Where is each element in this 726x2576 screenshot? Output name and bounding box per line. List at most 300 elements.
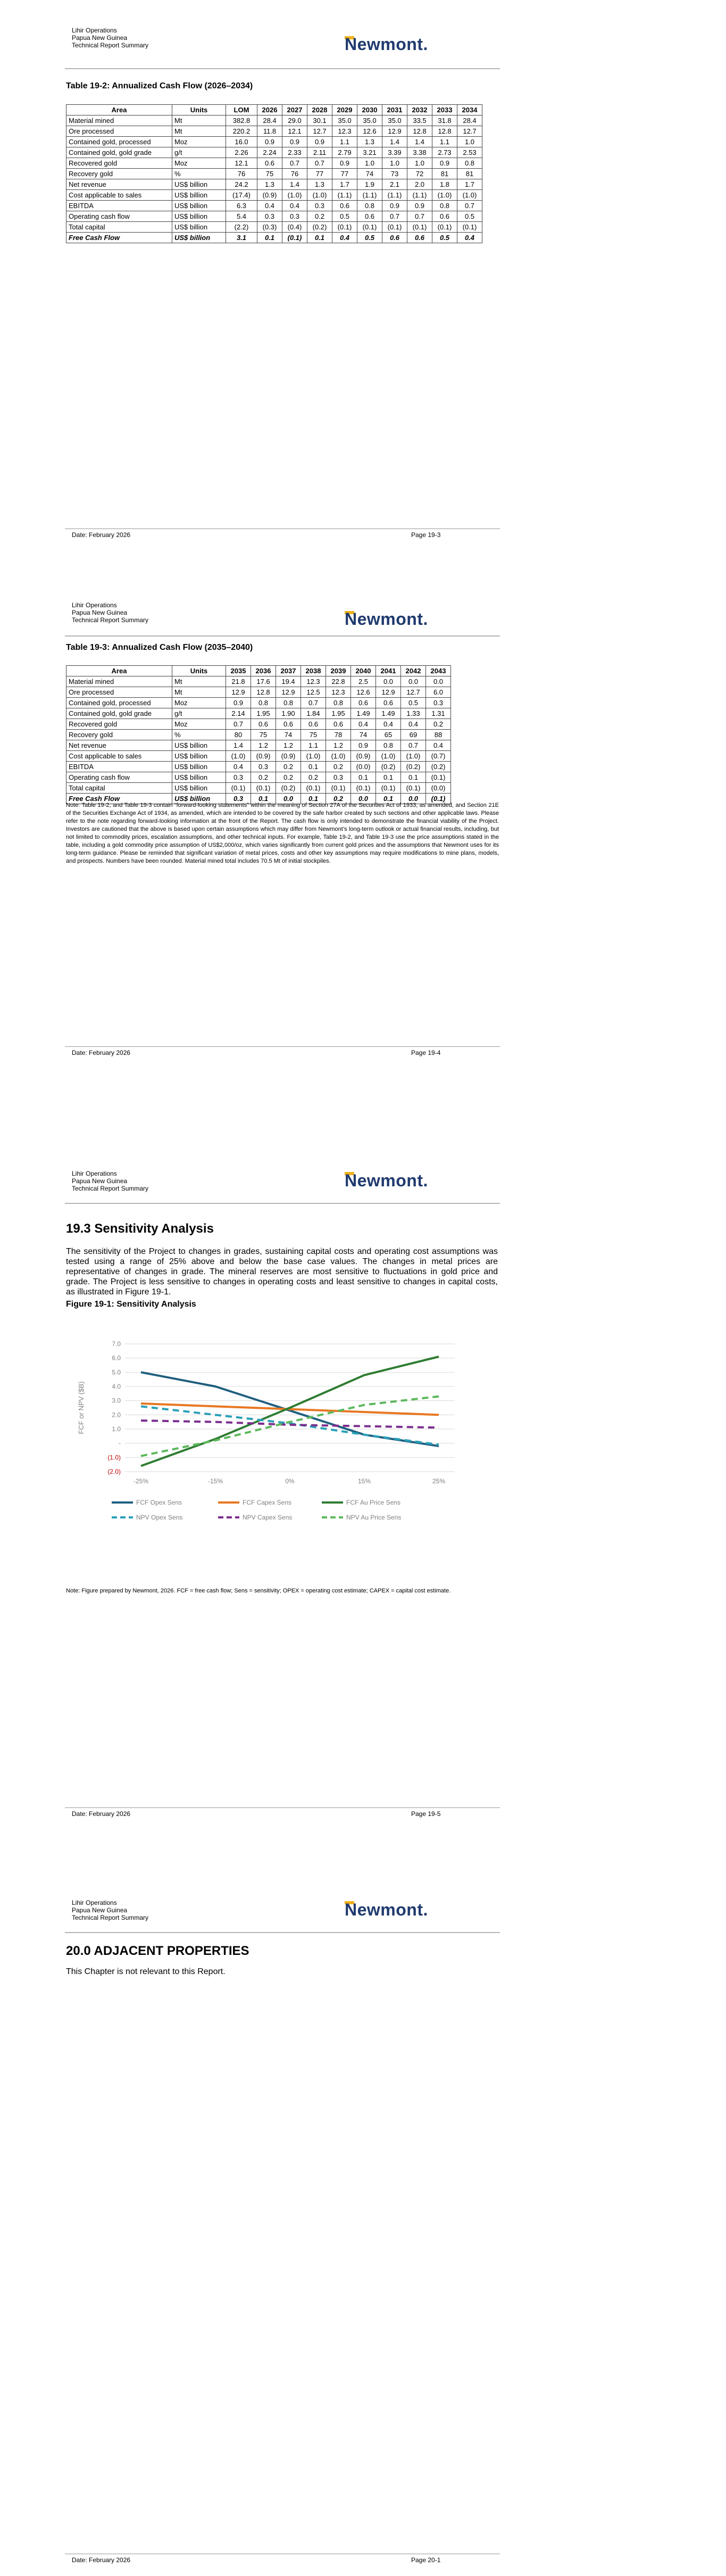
table-cell: 12.9 (226, 687, 251, 698)
table-cell: (1.0) (457, 190, 482, 201)
table-cell: Net revenue (66, 179, 172, 190)
table-cell: 2.0 (407, 179, 432, 190)
table-cell: 12.8 (407, 126, 432, 137)
column-header: 2036 (251, 666, 276, 676)
table-cell: 0.2 (301, 772, 326, 783)
table-cell: 0.7 (307, 158, 332, 169)
table-cell: (0.1) (426, 794, 451, 804)
table-row (66, 783, 451, 794)
table-cell: (0.4) (282, 222, 307, 233)
newmont-logo: Newmont. (345, 1171, 428, 1190)
table-cell: 12.8 (432, 126, 457, 137)
table-cell: 0.6 (257, 158, 282, 169)
column-header: 2040 (351, 666, 376, 676)
x-tick-label: 0% (285, 1477, 295, 1485)
forward-looking-note: Note: Table 19-2, and Table 19-3 contain “forward-looking statements” within the meaning of Section 27A of the Securities Act of 1933, as amended, and Section 21E of the Securities Exchange Act of 1934, as amended, which are intended to be covered by the safe harbor created by such sections and other applicable laws. Please refer to the note regarding forward-looking information at the front of the Report. The cash flow is only intended to demonstrate the financial viability of the Project. Investors are cautioned that the above is based upon certain assumptions which may differ from Newmont’s long-term outlook or actual financial results, including, but not limited to commodity prices, escalation assumptions, and other technical inputs. For example, Table 19-2, and Table 19-3 use the price assumptions stated in the table, including a gold commodity price assumption of US$2,000/oz, which varies significantly from current gold prices and the assumptions that Newmont uses for its long-term guidance. Please be reminded that significant variation of metal prices, costs and other key assumptions may require modifications to mine plans, models, and prospects. Numbers have been rounded. Material mined total includes 70.5 Mt of initial stockpiles. (66, 802, 499, 864)
table-cell: 0.6 (251, 719, 276, 730)
header-line3: Technical Report Summary (72, 42, 149, 49)
table-cell: (1.1) (382, 190, 407, 201)
page-20-1 (0, 1879, 726, 2576)
table-cell: 1.1 (301, 740, 326, 751)
table-cell: 0.7 (282, 158, 307, 169)
table-cell: Mt (172, 126, 226, 137)
table-cell: 0.4 (376, 719, 401, 730)
table-cell: 0.4 (351, 719, 376, 730)
table-cell: (0.2) (276, 783, 301, 794)
table-cell: 31.8 (432, 115, 457, 126)
table-cell: 0.9 (257, 137, 282, 147)
y-tick-label: 7.0 (112, 1340, 121, 1348)
table-cell: (0.1) (251, 783, 276, 794)
table-cell: 30.1 (307, 115, 332, 126)
table-cell: 0.5 (457, 211, 482, 222)
table-cell: US$ billion (172, 762, 226, 772)
y-tick-label: 4.0 (112, 1383, 121, 1390)
table-cell: 1.7 (332, 179, 357, 190)
table-cell: Contained gold, gold grade (66, 147, 172, 158)
header-rule (65, 68, 500, 69)
table-cell: 0.7 (457, 201, 482, 211)
table-cell: 0.0 (376, 676, 401, 687)
column-header: 2033 (432, 105, 457, 115)
table-cell: 0.4 (426, 740, 451, 751)
footer-date: Date: February 2026 (72, 2556, 131, 2564)
table-cell: (0.3) (257, 222, 282, 233)
table-cell: 75 (301, 730, 326, 740)
table-cell: 0.5 (332, 211, 357, 222)
table-cell: 0.2 (276, 772, 301, 783)
table-cell: 0.2 (251, 772, 276, 783)
figure-note: Note: Figure prepared by Newmont, 2026. FCF = free cash flow; Sens = sensitivity; OPEX = operating cost estimate; CAPEX = capital cost estimate. (66, 1588, 451, 1594)
table-cell: Recovery gold (66, 730, 172, 740)
newmont-logo: Newmont. (345, 1900, 428, 1919)
section-paragraph: The sensitivity of the Project to changes in grades, sustaining capital costs and operating cost assumptions was tested using a range of 25% above and below the base case values. The changes in metal prices are representative of changes in grade. The mineral reserves are most sensitive to fluctuations in gold price and grade. The Project is less sensitive to changes in operating costs and least sensitive to changes in capital costs, as illustrated in Figure 19-1. (66, 1247, 498, 1297)
table-cell: Moz (172, 158, 226, 169)
table-cell: 88 (426, 730, 451, 740)
table-cell: US$ billion (172, 211, 226, 222)
table-cell: (1.0) (301, 751, 326, 762)
table-cell: Contained gold, gold grade (66, 708, 172, 719)
table-cell: (0.0) (426, 783, 451, 794)
table-cell: Mt (172, 687, 226, 698)
table-cell: 0.5 (432, 233, 457, 243)
column-header: 2029 (332, 105, 357, 115)
newmont-logo: Newmont. (345, 35, 428, 54)
table-row (66, 222, 482, 233)
footer-rule (65, 1046, 500, 1047)
column-header: 2037 (276, 666, 301, 676)
table-cell: 1.49 (376, 708, 401, 719)
column-header: 2028 (307, 105, 332, 115)
table-cell: 0.1 (351, 772, 376, 783)
table-cell: 78 (326, 730, 351, 740)
table-cell: US$ billion (172, 751, 226, 762)
table-row (66, 698, 451, 708)
table-cell: 28.4 (457, 115, 482, 126)
table-row (66, 147, 482, 158)
header-line3: Technical Report Summary (72, 1185, 149, 1192)
table-cell: 12.9 (276, 687, 301, 698)
table-cell: 0.1 (307, 233, 332, 243)
table-cell: 12.9 (376, 687, 401, 698)
table-cell: 0.9 (332, 158, 357, 169)
table-cell: 0.6 (301, 719, 326, 730)
table-cell: 0.8 (376, 740, 401, 751)
header-line1: Lihir Operations (72, 601, 117, 609)
table-cell: 74 (357, 169, 382, 179)
table-cell: 0.7 (301, 698, 326, 708)
table-row (66, 201, 482, 211)
cash-flow-table-2026-2034 (66, 104, 482, 243)
table-cell: 0.6 (357, 211, 382, 222)
table-cell: 0.0 (401, 794, 426, 804)
table-cell: 0.9 (382, 201, 407, 211)
header-rule (65, 1932, 500, 1933)
table-cell: 0.4 (401, 719, 426, 730)
table-cell: (0.2) (307, 222, 332, 233)
table-cell: 0.2 (326, 762, 351, 772)
table-caption: Table 19-3: Annualized Cash Flow (2035–2040) (66, 643, 253, 652)
table-cell: (2.2) (226, 222, 257, 233)
table-cell: 220.2 (226, 126, 257, 137)
table-cell: US$ billion (172, 783, 226, 794)
column-header: LOM (226, 105, 257, 115)
table-cell: 1.2 (276, 740, 301, 751)
table-cell: Cost applicable to sales (66, 751, 172, 762)
table-cell: 74 (276, 730, 301, 740)
table-cell: 2.5 (351, 676, 376, 687)
table-cell: EBITDA (66, 762, 172, 772)
column-header: Units (172, 105, 226, 115)
table-cell: 3.38 (407, 147, 432, 158)
table-cell: 0.3 (257, 211, 282, 222)
table-cell: 12.3 (332, 126, 357, 137)
header-line2: Papua New Guinea (72, 609, 128, 616)
table-cell: 1.7 (457, 179, 482, 190)
table-cell: (0.1) (282, 233, 307, 243)
table-cell: 0.4 (282, 201, 307, 211)
table-cell: 1.49 (351, 708, 376, 719)
table-cell: 1.0 (357, 158, 382, 169)
table-cell: 12.1 (226, 158, 257, 169)
table-cell: (0.1) (332, 222, 357, 233)
table-cell: 382.8 (226, 115, 257, 126)
table-cell: 0.0 (426, 676, 451, 687)
table-cell: (0.9) (257, 190, 282, 201)
table-cell: (0.1) (407, 222, 432, 233)
table-cell: 1.4 (226, 740, 251, 751)
table-cell: 1.31 (426, 708, 451, 719)
header-line1: Lihir Operations (72, 1899, 117, 1906)
column-header: 2030 (357, 105, 382, 115)
table-cell: (0.1) (351, 783, 376, 794)
column-header: 2031 (382, 105, 407, 115)
table-cell: (1.1) (332, 190, 357, 201)
table-cell: 0.7 (226, 719, 251, 730)
table-cell: (1.0) (326, 751, 351, 762)
table-cell: 6.0 (426, 687, 451, 698)
legend-label: NPV Au Price Sens (346, 1514, 402, 1521)
table-cell: 35.0 (382, 115, 407, 126)
newmont-logo: Newmont. (345, 609, 428, 629)
table-cell: Contained gold, processed (66, 137, 172, 147)
x-tick-label: -15% (207, 1477, 223, 1485)
table-cell: Ore processed (66, 687, 172, 698)
table-cell: Material mined (66, 676, 172, 687)
table-cell: 12.3 (301, 676, 326, 687)
table-cell: 0.6 (332, 201, 357, 211)
table-cell: (0.1) (326, 783, 351, 794)
table-cell: 81 (457, 169, 482, 179)
y-tick-label: 6.0 (112, 1354, 121, 1362)
table-cell: 21.8 (226, 676, 251, 687)
table-cell: US$ billion (172, 794, 226, 804)
table-cell: Mt (172, 115, 226, 126)
column-header: 2035 (226, 666, 251, 676)
table-cell: 1.1 (432, 137, 457, 147)
table-cell: 19.4 (276, 676, 301, 687)
table-cell: 0.6 (276, 719, 301, 730)
table-cell: Total capital (66, 222, 172, 233)
table-cell: 2.1 (382, 179, 407, 190)
table-cell: Free Cash Flow (66, 233, 172, 243)
table-header-row (66, 105, 482, 115)
table-cell: 0.2 (426, 719, 451, 730)
table-cell: 0.4 (226, 762, 251, 772)
table-cell: 0.6 (407, 233, 432, 243)
table-cell: 0.5 (357, 233, 382, 243)
header-line1: Lihir Operations (72, 27, 117, 34)
table-row (66, 708, 451, 719)
table-row (66, 762, 451, 772)
table-cell: Recovery gold (66, 169, 172, 179)
legend-label: FCF Au Price Sens (346, 1499, 401, 1506)
table-cell: 2.79 (332, 147, 357, 158)
table-cell: 35.0 (357, 115, 382, 126)
page-19-4 (0, 575, 726, 1150)
table-cell: 0.6 (351, 698, 376, 708)
column-header: 2032 (407, 105, 432, 115)
report-header (72, 601, 148, 624)
table-cell: 3.39 (382, 147, 407, 158)
table-caption: Table 19-2: Annualized Cash Flow (2026–2034) (66, 81, 253, 90)
table-cell: Free Cash Flow (66, 794, 172, 804)
table-cell: 1.4 (382, 137, 407, 147)
table-cell: 0.9 (351, 740, 376, 751)
column-header: 2038 (301, 666, 326, 676)
table-cell: 12.6 (351, 687, 376, 698)
table-cell: 73 (382, 169, 407, 179)
table-cell: 2.24 (257, 147, 282, 158)
header-rule (65, 1203, 500, 1204)
table-cell: 0.4 (332, 233, 357, 243)
table-cell: 0.0 (401, 676, 426, 687)
table-cell: 0.3 (251, 762, 276, 772)
table-cell: 12.1 (282, 126, 307, 137)
table-row (66, 233, 482, 243)
table-cell: 77 (332, 169, 357, 179)
table-cell: 76 (282, 169, 307, 179)
chapter-heading: 20.0 ADJACENT PROPERTIES (66, 1944, 249, 1958)
table-cell: Operating cash flow (66, 211, 172, 222)
table-cell: 0.5 (401, 698, 426, 708)
table-cell: 6.3 (226, 201, 257, 211)
table-cell: 1.33 (401, 708, 426, 719)
header-line2: Papua New Guinea (72, 34, 128, 42)
table-cell: g/t (172, 147, 226, 158)
table-cell: 2.73 (432, 147, 457, 158)
table-cell: 0.6 (326, 719, 351, 730)
table-cell: Ore processed (66, 126, 172, 137)
table-cell: 0.1 (376, 794, 401, 804)
table-cell: (1.1) (407, 190, 432, 201)
table-cell: 0.3 (307, 201, 332, 211)
table-cell: 2.14 (226, 708, 251, 719)
column-header: 2026 (257, 105, 282, 115)
y-tick-label: - (119, 1439, 121, 1447)
table-cell: Mt (172, 676, 226, 687)
table-cell: (1.0) (376, 751, 401, 762)
table-cell: 0.1 (301, 762, 326, 772)
header-line1: Lihir Operations (72, 1170, 117, 1177)
table-cell: (0.2) (401, 762, 426, 772)
table-cell: 1.9 (357, 179, 382, 190)
table-cell: 1.0 (382, 158, 407, 169)
footer-date: Date: February 2026 (72, 1810, 131, 1818)
table-row (66, 190, 482, 201)
table-row (66, 719, 451, 730)
table-cell: % (172, 730, 226, 740)
y-tick-label: (2.0) (107, 1468, 121, 1475)
table-cell: 0.4 (257, 201, 282, 211)
header-rule (65, 635, 500, 637)
footer-page-number: Page 20-1 (411, 2556, 441, 2564)
sensitivity-chart-svg (72, 1339, 476, 1530)
table-cell: 12.7 (307, 126, 332, 137)
footer-date: Date: February 2026 (72, 1049, 131, 1056)
table-cell: 2.11 (307, 147, 332, 158)
table-cell: 2.26 (226, 147, 257, 158)
header-line3: Technical Report Summary (72, 1914, 149, 1921)
table-cell: 1.4 (282, 179, 307, 190)
table-cell: 0.0 (276, 794, 301, 804)
table-cell: (17.4) (226, 190, 257, 201)
table-cell: 0.3 (426, 698, 451, 708)
table-cell: 11.8 (257, 126, 282, 137)
table-cell: 0.8 (251, 698, 276, 708)
footer-page-number: Page 19-4 (411, 1049, 441, 1056)
table-cell: 75 (257, 169, 282, 179)
table-cell: US$ billion (172, 222, 226, 233)
table-row (66, 730, 451, 740)
table-row (66, 115, 482, 126)
table-row (66, 740, 451, 751)
table-cell: 1.3 (257, 179, 282, 190)
header-line2: Papua New Guinea (72, 1906, 128, 1914)
table-cell: (0.1) (426, 772, 451, 783)
table-cell: (0.1) (401, 783, 426, 794)
table-cell: 0.6 (376, 698, 401, 708)
table-cell: 12.5 (301, 687, 326, 698)
table-cell: Moz (172, 698, 226, 708)
footer-rule (65, 1807, 500, 1808)
table-cell: 1.2 (251, 740, 276, 751)
y-axis-label: FCF or NPV ($B) (77, 1381, 85, 1434)
table-cell: 74 (351, 730, 376, 740)
table-cell: (0.9) (251, 751, 276, 762)
table-cell: (0.2) (426, 762, 451, 772)
table-cell: US$ billion (172, 201, 226, 211)
table-cell: 35.0 (332, 115, 357, 126)
cash-flow-table-2035-2043 (66, 665, 451, 804)
table-cell: 1.84 (301, 708, 326, 719)
table-cell: 0.2 (276, 762, 301, 772)
y-tick-label: (1.0) (107, 1454, 121, 1462)
column-header: 2027 (282, 105, 307, 115)
table-cell: 0.3 (282, 211, 307, 222)
table-cell: Cost applicable to sales (66, 190, 172, 201)
table-cell: US$ billion (172, 740, 226, 751)
table-cell: 1.0 (407, 158, 432, 169)
table-cell: 12.7 (401, 687, 426, 698)
table-cell: (1.0) (307, 190, 332, 201)
table-cell: 3.21 (357, 147, 382, 158)
table-cell: (0.1) (301, 783, 326, 794)
legend-label: FCF Capex Sens (243, 1499, 292, 1506)
table-row (66, 676, 451, 687)
table-cell: (1.0) (226, 751, 251, 762)
table-cell: 0.8 (326, 698, 351, 708)
y-tick-label: 5.0 (112, 1368, 121, 1376)
table-cell: 0.0 (351, 794, 376, 804)
table-cell: 12.9 (382, 126, 407, 137)
header-line2: Papua New Guinea (72, 1177, 128, 1185)
table-row (66, 158, 482, 169)
table-row (66, 126, 482, 137)
table-cell: (0.1) (457, 222, 482, 233)
table-cell: 0.3 (226, 772, 251, 783)
x-tick-label: 25% (432, 1477, 446, 1485)
table-cell: 1.3 (307, 179, 332, 190)
table-row (66, 211, 482, 222)
table-cell: US$ billion (172, 179, 226, 190)
table-cell: 16.0 (226, 137, 257, 147)
table-cell: (0.1) (432, 222, 457, 233)
table-cell: 33.5 (407, 115, 432, 126)
table-cell: 5.4 (226, 211, 257, 222)
column-header: Units (172, 666, 226, 676)
table-cell: 0.2 (307, 211, 332, 222)
table-cell: 0.9 (226, 698, 251, 708)
table-cell: US$ billion (172, 772, 226, 783)
table-cell: Operating cash flow (66, 772, 172, 783)
table-cell: 1.0 (457, 137, 482, 147)
table-cell: 72 (407, 169, 432, 179)
page-19-3 (0, 0, 726, 575)
table-cell: 2.33 (282, 147, 307, 158)
table-cell: 22.8 (326, 676, 351, 687)
table-cell: 1.1 (332, 137, 357, 147)
x-tick-label: -25% (133, 1477, 149, 1485)
table-cell: 0.9 (432, 158, 457, 169)
y-tick-label: 1.0 (112, 1425, 121, 1433)
table-cell: 80 (226, 730, 251, 740)
table-cell: 12.6 (357, 126, 382, 137)
table-row (66, 179, 482, 190)
table-cell: 0.6 (382, 233, 407, 243)
footer-date: Date: February 2026 (72, 531, 131, 539)
table-cell: 0.1 (401, 772, 426, 783)
